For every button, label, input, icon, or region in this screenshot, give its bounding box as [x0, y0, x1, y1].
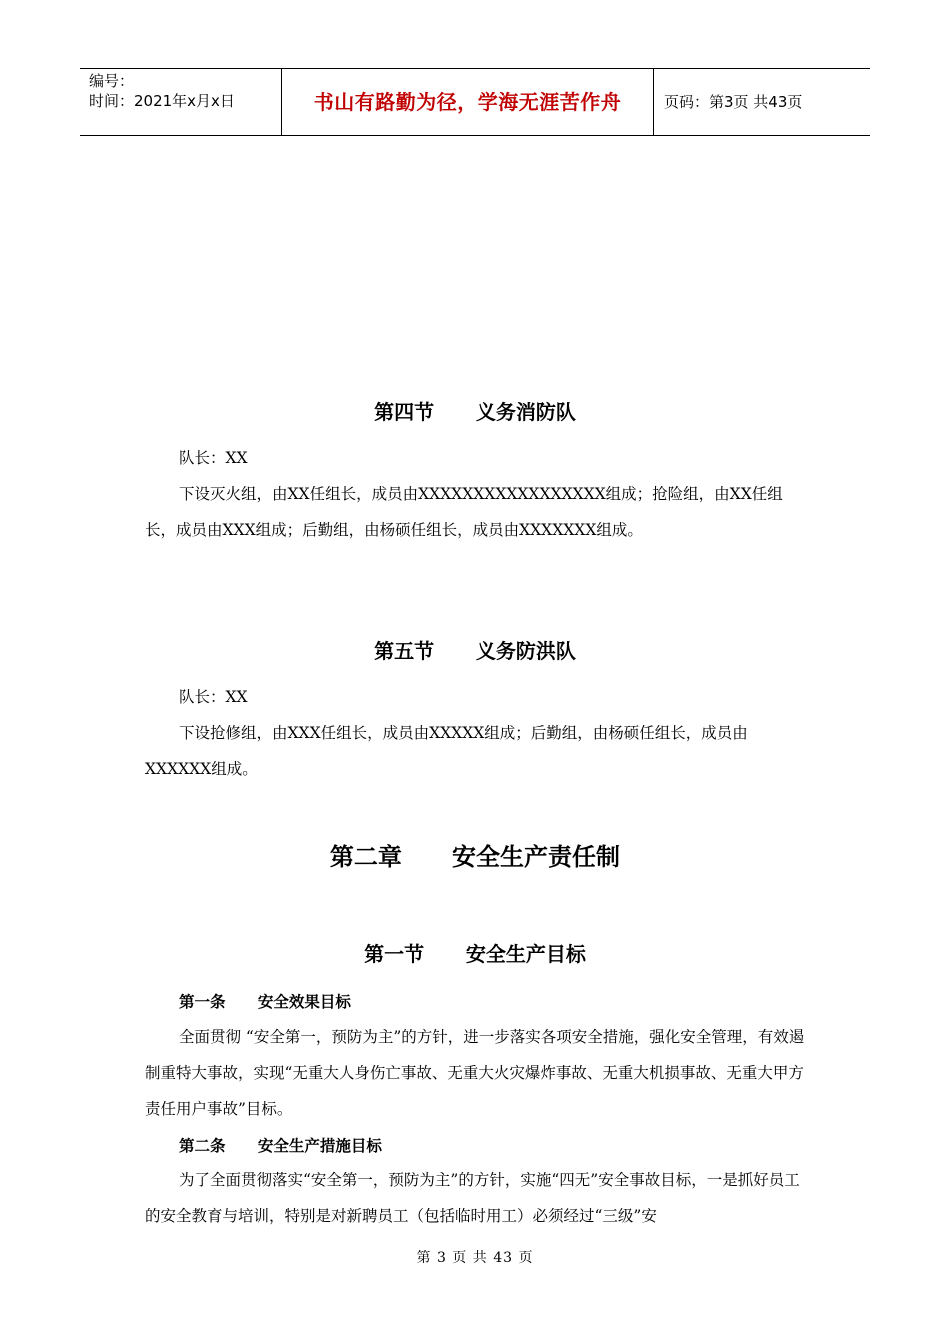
section-title-safety-goals: 第一节 安全生产目标 [364, 942, 586, 966]
document-number-label: 编号： [89, 72, 135, 90]
article-2-title: 第二条 安全生产措施目标 [179, 1137, 382, 1155]
header-info-cell [80, 69, 282, 135]
fire-brigade-leader: 队长：XX [179, 449, 248, 467]
section-title-volunteer-fire-brigade: 第四节 义务消防队 [374, 400, 576, 424]
header-motto: 书山有路勤为径，学海无涯苦作舟 [282, 69, 654, 135]
flood-team-description: 下设抢修组，由XXX任组长，成员由XXXXX组成；后勤组，由杨硕任组长，成员由XXXXXX组成。 [145, 724, 748, 778]
flood-team-leader: 队长：XX [179, 688, 248, 706]
chapter-title: 第二章 安全生产责任制 [329, 843, 621, 871]
page-header [80, 68, 870, 136]
article-2-body: 为了全面贯彻落实“安全第一，预防为主”的方针，实施“四无”安全事故目标，一是抓好员工的安全教育与培训，特别是对新聘员工（包括临时用工）必须经过“三级”安 [145, 1171, 800, 1225]
article-1-body: 全面贯彻 “安全第一，预防为主”的方针，进一步落实各项安全措施，强化安全管理，有效遏制重特大事故，实现“无重大人身伤亡事故、无重大火灾爆炸事故、无重大机损事故、无重大甲方责任用户事故”目标。 [145, 1028, 805, 1118]
article-1-title: 第一条 安全效果目标 [179, 993, 351, 1011]
section-title-volunteer-flood-team: 第五节 义务防洪队 [374, 639, 576, 663]
page-footer: 第 3 页 共 43 页 [416, 1250, 534, 1266]
fire-brigade-description: 下设灭火组，由XX任组长，成员由XXXXXXXXXXXXXXXXX组成；抢险组，由XX任组长，成员由XXX组成；后勤组，由杨硕任组长，成员由XXXXXXX组成。 [145, 485, 783, 539]
header-page-code: 页码：第3页 共43页 [664, 93, 803, 111]
document-time-label: 时间：2021年x月x日 [89, 92, 235, 110]
